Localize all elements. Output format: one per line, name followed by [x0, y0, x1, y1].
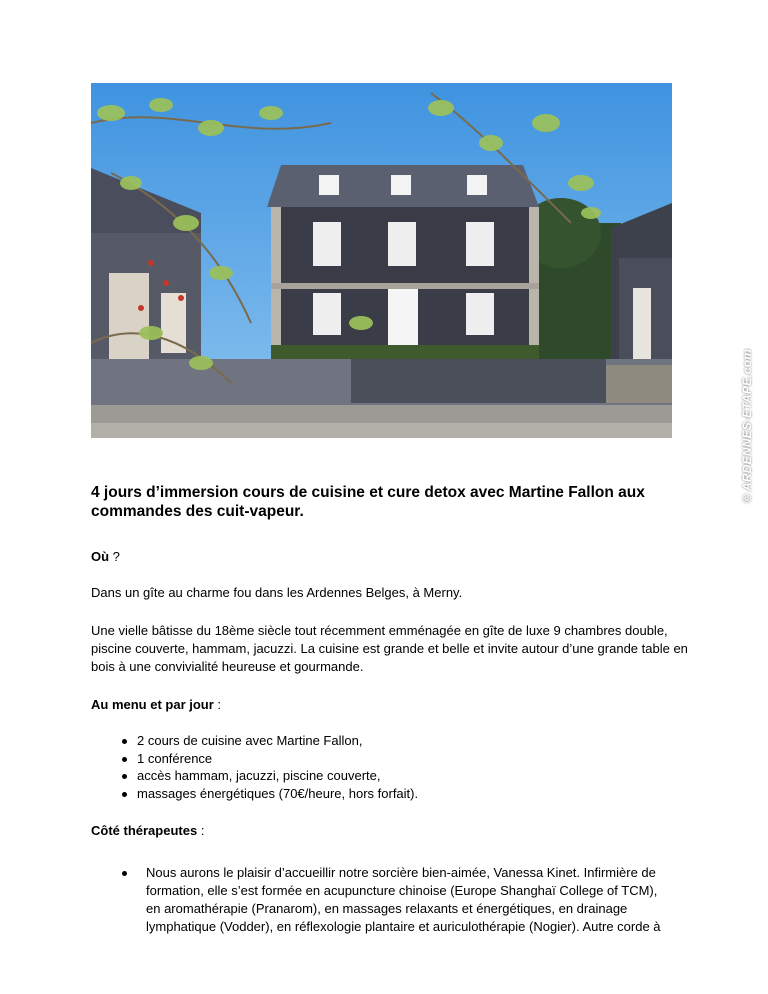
watermark-text: © ARDENNES-ETAPE.com: [740, 348, 755, 503]
list-item: 2 cours de cuisine avec Martine Fallon,: [137, 732, 691, 750]
therapists-heading: [91, 822, 691, 840]
menu-list: [91, 732, 691, 802]
list-item: 1 conférence: [137, 750, 691, 768]
menu-label: Au menu et par jour: [91, 697, 214, 712]
house-photo-illustration: [91, 83, 672, 438]
menu-heading: [91, 696, 691, 714]
therapists-list: [91, 864, 671, 936]
photo-watermark: [732, 338, 762, 513]
description-paragraph: Une vielle bâtisse du 18ème siècle tout récemment emménagée en gîte de luxe 9 chambres double, piscine couverte, hammam, jacuzzi. La cuisine est grande et belle et invite autour d’une grande table en bois à une convivialité heureuse et gourmande.: [91, 623, 688, 674]
where-heading: [91, 548, 691, 566]
where-label: Où: [91, 549, 110, 564]
menu-suffix: :: [213, 697, 222, 712]
article-body: [91, 483, 691, 936]
list-item: accès hammam, jacuzzi, piscine couverte,: [137, 767, 691, 785]
list-item: massages énergétiques (70€/heure, hors forfait).: [137, 785, 691, 803]
where-suffix: ?: [109, 549, 120, 564]
article-title: 4 jours d’immersion cours de cuisine et cure detox avec Martine Fallon aux commandes des cuit-vapeur.: [91, 484, 645, 520]
therapists-suffix: :: [197, 823, 205, 838]
therapists-label: Côté thérapeutes: [91, 823, 198, 838]
where-paragraph: Dans un gîte au charme fou dans les Ardennes Belges, à Merny.: [91, 585, 463, 600]
list-item: Nous aurons le plaisir d’accueillir notre sorcière bien-aimée, Vanessa Kinet. Infirmière de formation, elle s’est formée en acupuncture chinoise (Europe Shanghaï College of TCM), en aromathérapie (Pranarom), en massages relaxants et énergétiques, en drainage lymphatique (Vodder), en réflexologie plantaire et auriculothérapie (Nogier). Autre corde à: [146, 864, 671, 936]
